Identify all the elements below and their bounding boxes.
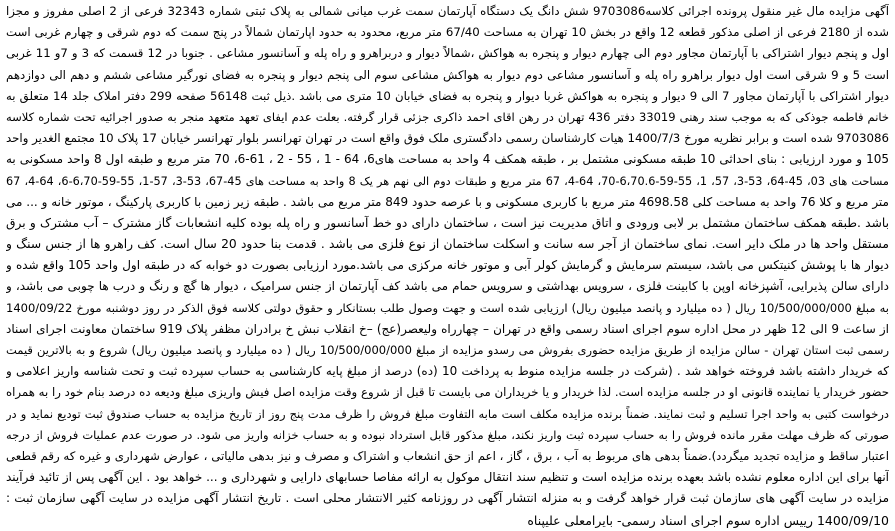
notice-line: است 5 و 9 شرقی است اول دیوار براهرو راه پله و آسانسور مشاعی دوم دیوار به هواکش مشاعی سوم الی پنجم دیوار و پنجره به فضای نورگیر مشاعی ششم و دهم الی دوازدهم	[6, 67, 889, 82]
notice-line: مزایده در سایت آگهی های سازمان ثبت قرار خواهد گرفت و به منزله انتشار آگهی در روزنامه کثیر الانتشار محلی است . تاریخ انتشار آگهی مزایده در سایت آگهی سازمان ثبت :	[6, 491, 889, 506]
notice-line: مستقل واحد ها در ملک دایر است. نمای ساختمان از آجر سه سانت و اسکلت ساختمان از نوع فلزی می باشد . قدمت بنا حدود 20 سال است. کف راهرو ها از جنس سنگ و	[6, 237, 889, 252]
notice-line: حضور خریدار یا نماینده قانونی او در جلسه مزایده است. لذا خریدار و یا خریداران می بایست تا قبل از شروع وقت مزایده اصل فیش واریزی مبلغ ودیعه ده درصد بنام خود را به همراه	[6, 385, 889, 400]
notice-line: از ساعت 9 الی 12 ظهر در محل اداره سوم اجرای اسناد رسمی واقع در تهران – چهارراه ولیعصر(عج) –خ انقلاب نبش خ برادران مظفر پلاک 919 ساختمان معاونت اجرای اسناد	[6, 321, 889, 336]
notice-line: شده از 2180 فرعی از اصلی مذکور قطعه 12 واقع در بخش 10 تهران به مساحت 67/40 متر مربع، محدود به حدود اپارتمان شمالاً در پنج سمت که دوم شرقی و چهارم غربی است	[6, 25, 889, 40]
notice-signature-line: 1400/09/10 رییس اداره سوم اجرای اسناد رسمی- بایرامعلی علیپناه	[527, 512, 889, 528]
notice-line: دارای سالن پذیرایی، آشپزخانه اوپن با کابینت فلزی ، سرویس بهداشتی و سرویس حمام می باشد کف آپارتمان از جنس سرامیک ، دیوار ها گچ و رنگ و درب ها چوبی می باشد، و	[6, 279, 889, 294]
notice-line: مساحت های 03، 45-64، 53-3، 57، 1، 55-59-6،70.6-70، 64-4، 67 متر مربع و طبقات دوم الی نهم هر یک 8 واحد به مساحت های 45-67، 53-3، 57-1، 55-59-6،70-6، 64-4، 67	[6, 174, 889, 188]
notice-line: 105 و مورد ارزیابی : بنای احداثی 10 طبقه مسکونی مشتمل بر ، طبقه همکف 4 واحد به مساحت های6، 64 - 1 ، 55 - 2 ، 61-6، 70 متر مربع و طبقه اول 8 واحد مسکونی به	[6, 152, 889, 167]
notice-line: رسمی ثبت استان تهران - سالن مزایده از طریق مزایده حضوری بفروش می رسدو مزایده از مبلغ 10/500/000/000 ریال ( ده میلیارد و پانصد میلیون ریال) شروع و به بالاترین قیمت	[6, 343, 889, 357]
notice-line: آگهی مزایده مال غیر منقول پرونده اجرائی کلاسه9703086 شش دانگ یک دستگاه آپارتمان سمت غرب میانی شمالی به پلاک ثبتی شماره 32343 فرعی از 2 اصلی مفروز و مجزا	[6, 4, 889, 18]
notice-line: اعتبار ساقط و مزایده تجدید میگردد).ضمناً بدهی های مربوط به آب ، برق ، گاز ، اعم از حق انشعاب و اشتراک و مصرف و نیز بدهی مالیاتی ، عوارض شهرداری و غیره که رقم قطعی	[6, 448, 889, 463]
notice-line: متر مربع و کلا 76 واحد به مساحت کلی 4698.58 متر مربع با کاربری مسکونی و با عرصه حدود 849 متر مربع می باشد . طبقه زیر زمین با کاربری پارکینگ ، موتور خانه و ... می	[6, 194, 889, 209]
notice-line: درخواست کتبی به واحد اجرا تسلیم و ثبت نمایند. ضمناً برنده مزایده مکلف است مابه التفاوت مبلغ فروش را ظرف مدت پنج روز از تاریخ مزایده به حساب صندوق ثبت تودیع نماید و در	[6, 406, 889, 421]
notice-line: باشد .طبقه همکف ساختمان مشتمل بر لابی ورودی و اتاق مدیریت نیز است ، ساختمان دارای دو خط آسانسور و راه پله بوده کلیه انشعابات گاز مشترک – آب مشترک و برق	[6, 215, 889, 230]
notice-line: صورتی که ظرف مهلت مقرر مانده فروش را به حساب سپرده ثبت واریز نکند، مبلغ مذکور قابل استرداد نبوده و به حساب خزانه واریز می شود. در صورت عدم عملیات فروش از درجه	[6, 427, 889, 442]
notice-line: که خریدار داشته باشد فروخته خواهد شد . (شرکت در جلسه مزایده منوط به پرداخت 10 (ده) درصد از مبلغ پایه کارشناسی به حساب سپرده ثبت و تحت شناسه واریز اعلامی و	[6, 364, 889, 379]
notice-line: خانم فاطمه جوذکی که به موجب سند رهنی 33019 دفتر 436 تهران در رهن اقای احمد ذاکری جزئی قرار گرفته. بعلت عدم ایفای تعهد متعهد منجر به صدور اجرائیه تحت شماره کلاسه	[6, 109, 889, 124]
notice-line: اول و پنجم دیوار اشتراکی با آپارتمان مجاور دوم الی چهارم دیوار و پنجره به هواکش ،شمالاً دیوار و دربراهرو و راه پله و آسانسور مشاعی . جنوبا در 12 قسمت که 3 و 7و 11 غربی	[6, 46, 889, 61]
notice-line: به مبلغ 10/500/000/000 ریال ( ده میلیارد و پانصد میلیون ریال) ارزیابی شده است و جهت وصول طلب بستانکار و حقوق دولتی کلاسه فوق الذکر در روز دوشنبه مورخ 1400/09/22	[6, 300, 889, 315]
notice-line: دیوار اشتراکی با آپارتمان مجاور 7 الی 9 دیوار و پنجره به هواکش غربا دیوار و پنجره به فضای خیابان 10 متری می باشد .ذیل ثبت 56148 صفحه 299 دفتر املاک جلد 14 متعلق به	[6, 88, 889, 103]
notice-line: 9703086 شده است و برابر نظریه مورخ 1400/7/3 هیات کارشناسان رسمی دادگستری ملک فوق واقع است در تهران تهرانسر بلوار تهرانسر خیابان 17 پلاک 10 مجتمع الغدیر واحد	[6, 131, 889, 146]
notice-line: دیوار ها با پوشش کنیتکس می باشد، سیستم سرمایش و گرمایش کولر آبی و موتور خانه مرکزی می باشد.مورد ارزیابی بصورت دو خوابه که در طبقه اول واحد 105 واقع شده و	[6, 258, 889, 273]
notice-line: آنها برای این اداره معلوم نشده باشد بعهده برنده مزایده است و تنظیم سند انتقال موکول به ارائه مفاصا حسابهای دارایی و شهرداری و ... خواهد بود . این آگهی پس از تائید فرآیند	[6, 470, 889, 485]
